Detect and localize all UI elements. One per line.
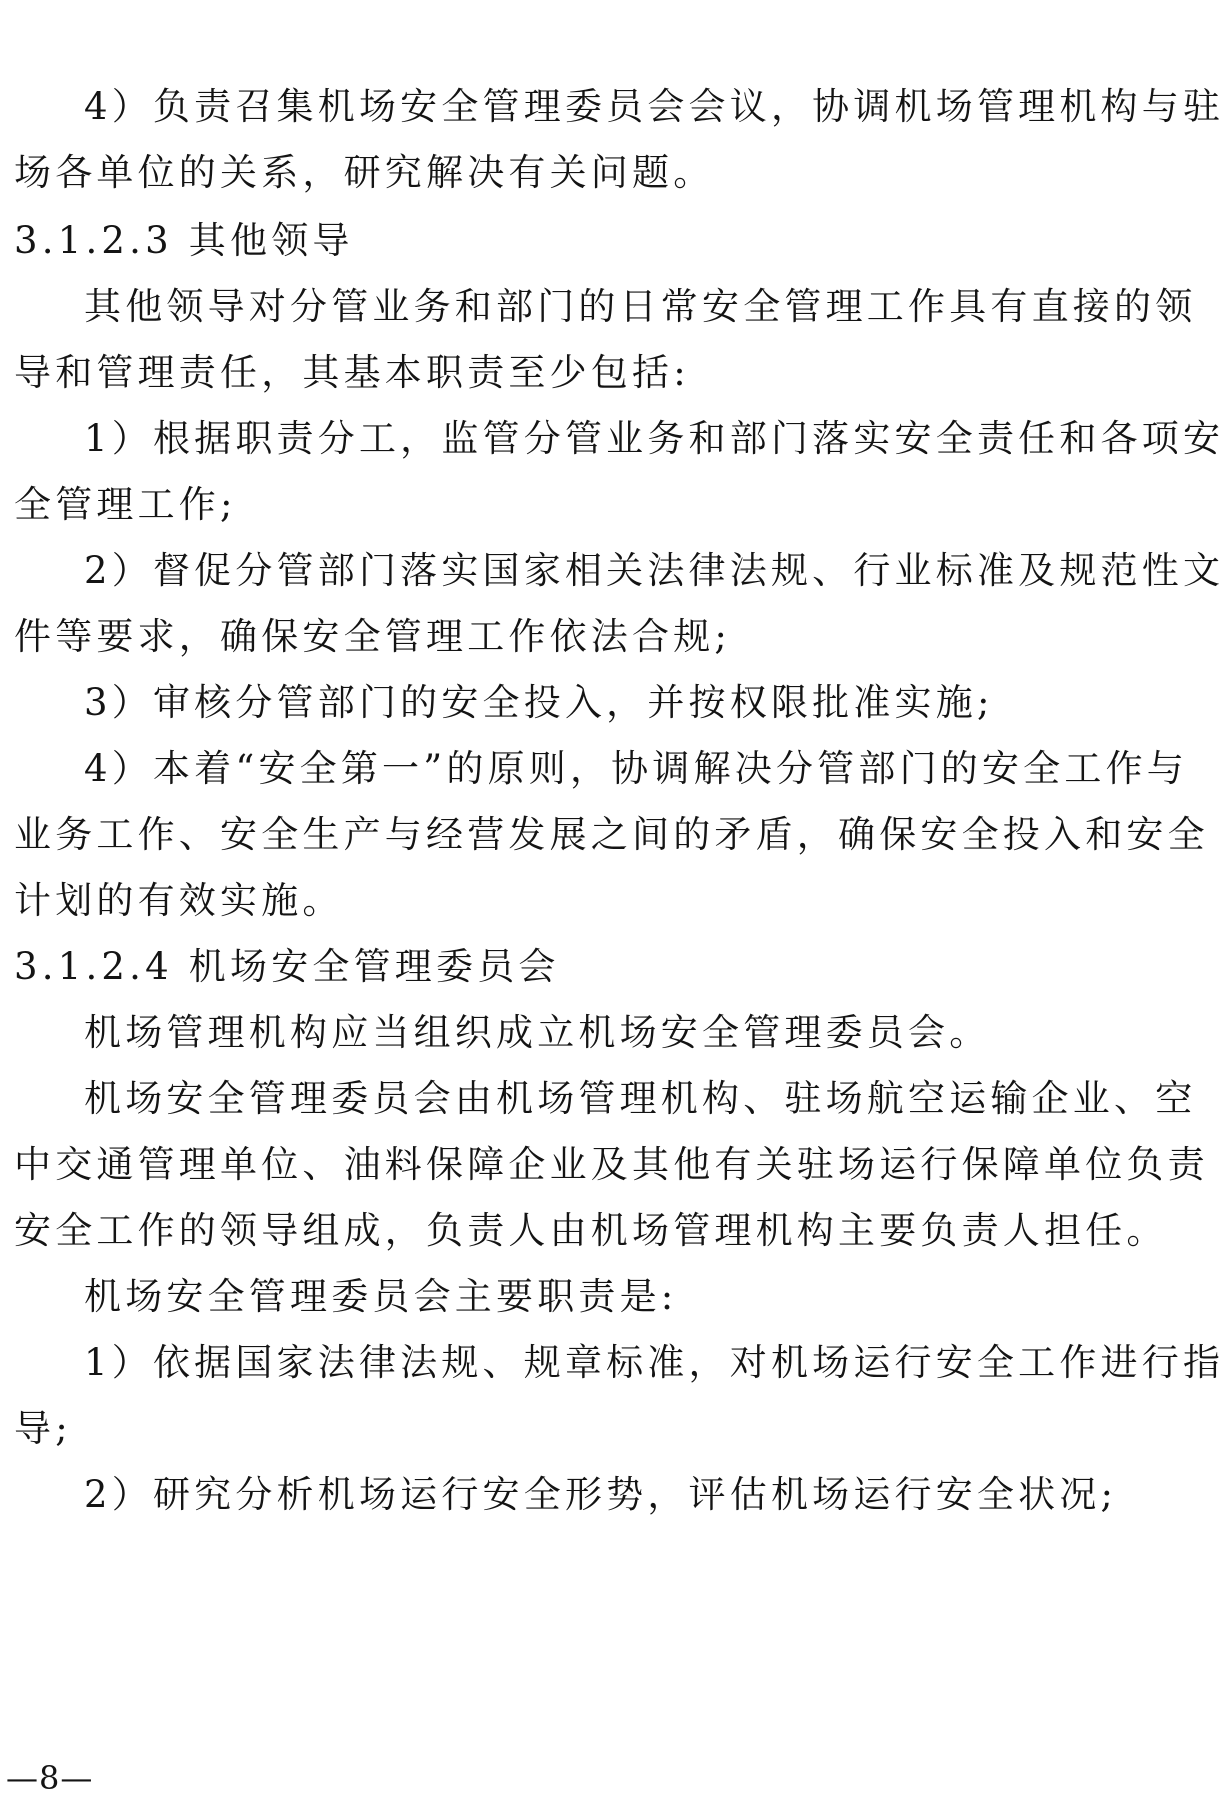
section-heading: 3.1.2.4 机场安全管理委员会	[14, 945, 560, 988]
text-line: 4）负责召集机场安全管理委员会会议，协调机场管理机构与驻	[84, 85, 1224, 128]
text-line: 全管理工作;	[14, 483, 237, 526]
text-line: 2）督促分管部门落实国家相关法律法规、行业标准及规范性文	[84, 549, 1224, 592]
text-line: 1）根据职责分工，监管分管业务和部门落实安全责任和各项安	[84, 417, 1224, 460]
text-line: 中交通管理单位、油料保障企业及其他有关驻场运行保障单位负责	[14, 1143, 1209, 1186]
section-heading: 3.1.2.3 其他领导	[14, 219, 354, 262]
text-line: 4）本着“安全第一”的原则，协调解决分管部门的安全工作与	[84, 747, 1188, 790]
text-line: 其他领导对分管业务和部门的日常安全管理工作具有直接的领	[84, 285, 1197, 328]
text-line: 安全工作的领导组成，负责人由机场管理机构主要负责人担任。	[14, 1209, 1168, 1252]
text-line: 3）审核分管部门的安全投入，并按权限批准实施;	[84, 681, 994, 724]
text-line: 1）依据国家法律法规、规章标准，对机场运行安全工作进行指	[84, 1341, 1224, 1384]
text-line: 场各单位的关系，研究解决有关问题。	[14, 151, 715, 194]
text-line: 2）研究分析机场运行安全形势，评估机场运行安全状况;	[84, 1473, 1118, 1516]
text-line: 机场安全管理委员会主要职责是:	[84, 1275, 678, 1318]
text-line: 件等要求，确保安全管理工作依法合规;	[14, 615, 732, 658]
page-number: —8—	[6, 1759, 94, 1797]
text-line: 计划的有效实施。	[14, 879, 344, 922]
text-line: 机场安全管理委员会由机场管理机构、驻场航空运输企业、空	[84, 1077, 1197, 1120]
text-line: 导和管理责任，其基本职责至少包括:	[14, 351, 690, 394]
text-line: 机场管理机构应当组织成立机场安全管理委员会。	[84, 1011, 991, 1054]
text-line: 导;	[14, 1407, 72, 1450]
text-line: 业务工作、安全生产与经营发展之间的矛盾，确保安全投入和安全	[14, 813, 1209, 856]
